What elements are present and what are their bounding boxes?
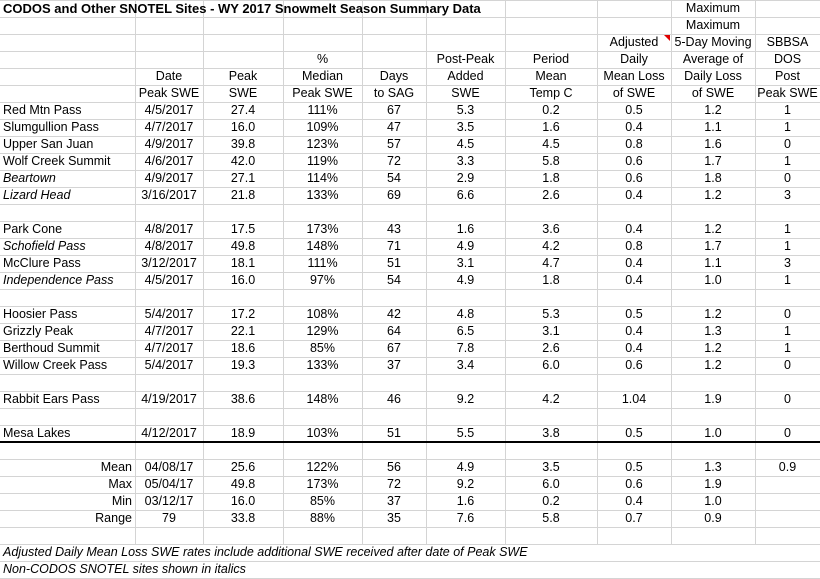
summary-cell[interactable]: 49.8 (230, 477, 256, 491)
data-cell[interactable]: 0.4 (625, 273, 643, 287)
data-cell[interactable]: 6.6 (456, 188, 475, 202)
data-cell[interactable]: 0.4 (625, 324, 643, 338)
data-cell[interactable]: 51 (387, 426, 401, 440)
summary-label[interactable]: Min (111, 494, 132, 508)
data-cell[interactable]: 111% (307, 103, 338, 117)
data-cell[interactable]: 1 (784, 341, 791, 355)
data-cell[interactable]: 47 (387, 120, 401, 134)
data-cell[interactable]: 3/12/2017 (141, 256, 197, 270)
summary-divider (0, 441, 820, 443)
data-cell[interactable]: 4.5 (542, 137, 560, 151)
data-cell[interactable]: 108% (306, 307, 339, 321)
column-header[interactable]: Post (774, 69, 800, 83)
data-cell[interactable]: 27.1 (230, 171, 256, 185)
row-gridline (0, 527, 820, 528)
data-cell[interactable]: 0.6 (625, 358, 643, 372)
data-cell[interactable]: 1.0 (704, 273, 722, 287)
summary-cell[interactable]: 16.0 (230, 494, 256, 508)
summary-label[interactable]: Max (108, 477, 132, 491)
data-cell[interactable]: 4/7/2017 (144, 120, 194, 134)
data-cell[interactable]: 1.2 (704, 307, 722, 321)
data-cell[interactable]: 1.3 (704, 324, 722, 338)
column-header[interactable]: of SWE (612, 86, 656, 100)
data-cell[interactable]: 1.8 (704, 171, 722, 185)
site-name[interactable]: Grizzly Peak (3, 324, 74, 338)
row-gridline (0, 289, 820, 290)
column-header[interactable]: Daily Loss (684, 69, 742, 83)
column-header[interactable]: SBBSA (766, 35, 809, 49)
data-cell[interactable]: 109% (306, 120, 339, 134)
site-name[interactable]: Beartown (3, 171, 56, 185)
data-cell[interactable]: 46 (387, 392, 401, 406)
data-cell[interactable]: 1.6 (456, 222, 475, 236)
data-cell[interactable]: 18.6 (230, 341, 256, 355)
data-cell[interactable]: 85% (309, 341, 336, 355)
data-cell[interactable]: 5.8 (542, 154, 560, 168)
column-header[interactable]: Mean Loss (603, 69, 665, 83)
column-header[interactable]: Maximum (685, 1, 741, 15)
site-name[interactable]: McClure Pass (3, 256, 81, 270)
column-header[interactable]: SWE (228, 86, 258, 100)
data-cell[interactable]: 5.3 (542, 307, 560, 321)
site-name[interactable]: Wolf Creek Summit (3, 154, 111, 168)
site-name[interactable]: Independence Pass (3, 273, 114, 287)
site-name[interactable]: Red Mtn Pass (3, 103, 82, 117)
summary-cell[interactable]: 35 (387, 511, 401, 525)
data-cell[interactable]: 4/9/2017 (144, 171, 194, 185)
data-cell[interactable]: 0.4 (625, 222, 643, 236)
data-cell[interactable]: 2.6 (542, 188, 560, 202)
data-cell[interactable]: 67 (387, 341, 401, 355)
data-cell[interactable]: 1.2 (704, 358, 722, 372)
column-header[interactable]: Days (379, 69, 409, 83)
summary-cell[interactable]: 1.6 (456, 494, 475, 508)
data-cell[interactable]: 22.1 (230, 324, 256, 338)
summary-cell[interactable]: 05/04/17 (144, 477, 194, 491)
data-cell[interactable]: 4.2 (542, 392, 560, 406)
sheet-title[interactable]: CODOS and Other SNOTEL Sites - WY 2017 Snowmelt Season Summary Data (3, 1, 481, 16)
summary-cell[interactable]: 25.6 (230, 460, 256, 474)
summary-cell[interactable]: 4.9 (456, 460, 475, 474)
column-header[interactable]: Date (155, 69, 183, 83)
site-name[interactable]: Hoosier Pass (3, 307, 78, 321)
data-cell[interactable]: 173% (306, 222, 339, 236)
data-cell[interactable]: 4.8 (456, 307, 475, 321)
data-cell[interactable]: 1.6 (704, 137, 722, 151)
data-cell[interactable]: 1 (784, 222, 791, 236)
column-header[interactable]: to SAG (373, 86, 415, 100)
data-cell[interactable]: 1.7 (704, 239, 722, 253)
row-gridline (0, 374, 820, 375)
data-cell[interactable]: 4.7 (542, 256, 560, 270)
data-cell[interactable]: 1.2 (704, 341, 722, 355)
data-cell[interactable]: 111% (307, 256, 338, 270)
summary-cell[interactable]: 7.6 (456, 511, 475, 525)
data-cell[interactable]: 37 (387, 358, 401, 372)
summary-cell[interactable]: 1.9 (704, 477, 722, 491)
footnote[interactable]: Adjusted Daily Mean Loss SWE rates include additional SWE received after date of Peak SWE (3, 545, 528, 559)
summary-cell[interactable]: 173% (306, 477, 339, 491)
data-cell[interactable]: 4/7/2017 (144, 341, 194, 355)
data-cell[interactable]: 0 (784, 358, 791, 372)
comment-indicator-icon[interactable] (664, 35, 670, 41)
data-cell[interactable]: 54 (387, 273, 401, 287)
data-cell[interactable]: 49.8 (230, 239, 256, 253)
data-cell[interactable]: 27.4 (230, 103, 256, 117)
data-cell[interactable]: 3.1 (456, 256, 475, 270)
data-cell[interactable]: 1.04 (621, 392, 647, 406)
data-cell[interactable]: 51 (387, 256, 401, 270)
data-cell[interactable]: 0.4 (625, 120, 643, 134)
data-cell[interactable]: 0.6 (625, 171, 643, 185)
column-header[interactable]: Peak (228, 69, 258, 83)
data-cell[interactable]: 16.0 (230, 273, 256, 287)
data-cell[interactable]: 1 (784, 273, 791, 287)
data-cell[interactable]: 1.0 (704, 426, 722, 440)
data-cell[interactable]: 133% (306, 358, 339, 372)
data-cell[interactable]: 1 (784, 154, 791, 168)
data-cell[interactable]: 119% (306, 154, 339, 168)
data-cell[interactable]: 4/6/2017 (144, 154, 194, 168)
data-cell[interactable]: 16.0 (230, 120, 256, 134)
site-name[interactable]: Park Cone (3, 222, 63, 236)
data-cell[interactable]: 4/5/2017 (144, 103, 194, 117)
data-cell[interactable]: 21.8 (230, 188, 256, 202)
data-cell[interactable]: 148% (306, 239, 339, 253)
data-cell[interactable]: 4.9 (456, 239, 475, 253)
column-header[interactable]: Mean (535, 69, 567, 83)
summary-label[interactable]: Mean (100, 460, 132, 474)
column-header[interactable]: Maximum (685, 18, 741, 32)
data-cell[interactable]: 3 (784, 256, 791, 270)
data-cell[interactable]: 133% (306, 188, 339, 202)
summary-cell[interactable]: 6.0 (542, 477, 560, 491)
column-header[interactable]: Adjusted (609, 35, 659, 49)
column-header[interactable]: of SWE (691, 86, 735, 100)
data-cell[interactable]: 1 (784, 324, 791, 338)
site-name[interactable]: Berthoud Summit (3, 341, 100, 355)
summary-cell[interactable]: 0.2 (542, 494, 560, 508)
data-cell[interactable]: 4/19/2017 (141, 392, 197, 406)
data-cell[interactable]: 123% (306, 137, 339, 151)
column-header[interactable]: Peak SWE (757, 86, 818, 100)
data-cell[interactable]: 3.1 (542, 324, 560, 338)
data-cell[interactable]: 5/4/2017 (144, 358, 194, 372)
data-cell[interactable]: 0.2 (542, 103, 560, 117)
row-gridline (0, 408, 820, 409)
data-cell[interactable]: 3.6 (542, 222, 560, 236)
data-cell[interactable]: 3 (784, 188, 791, 202)
data-cell[interactable]: 97% (309, 273, 336, 287)
data-cell[interactable]: 17.5 (230, 222, 256, 236)
data-cell[interactable]: 1.7 (704, 154, 722, 168)
data-cell[interactable]: 0.4 (625, 256, 643, 270)
data-cell[interactable]: 1.8 (542, 171, 560, 185)
summary-cell[interactable]: 9.2 (456, 477, 475, 491)
data-cell[interactable]: 103% (306, 426, 339, 440)
summary-label[interactable]: Range (95, 511, 132, 525)
data-cell[interactable]: 17.2 (230, 307, 256, 321)
column-header[interactable]: Post-Peak (436, 52, 495, 66)
data-cell[interactable]: 1.2 (704, 103, 722, 117)
data-cell[interactable]: 0.6 (625, 154, 643, 168)
data-cell[interactable]: 72 (387, 154, 401, 168)
data-cell[interactable]: 114% (306, 171, 339, 185)
data-cell[interactable]: 1 (784, 239, 791, 253)
data-cell[interactable]: 4/12/2017 (141, 426, 197, 440)
data-cell[interactable]: 67 (387, 103, 401, 117)
data-cell[interactable]: 4/9/2017 (144, 137, 194, 151)
data-cell[interactable]: 1.6 (542, 120, 560, 134)
data-cell[interactable]: 2.6 (542, 341, 560, 355)
column-header[interactable]: Average of (682, 52, 744, 66)
data-cell[interactable]: 5/4/2017 (144, 307, 194, 321)
data-cell[interactable]: 57 (387, 137, 401, 151)
data-cell[interactable]: 42 (387, 307, 401, 321)
site-name[interactable]: Schofield Pass (3, 239, 86, 253)
data-cell[interactable]: 129% (306, 324, 339, 338)
data-cell[interactable]: 1.9 (704, 392, 722, 406)
site-name[interactable]: Lizard Head (3, 188, 71, 202)
summary-cell[interactable]: 1.0 (704, 494, 722, 508)
summary-cell[interactable]: 0.6 (625, 477, 643, 491)
data-cell[interactable]: 4.5 (456, 137, 475, 151)
data-cell[interactable]: 0.4 (625, 188, 643, 202)
summary-cell[interactable]: 33.8 (230, 511, 256, 525)
row-gridline (0, 204, 820, 205)
summary-cell[interactable]: 03/12/17 (144, 494, 194, 508)
data-cell[interactable]: 69 (387, 188, 401, 202)
data-cell[interactable]: 42.0 (230, 154, 256, 168)
data-cell[interactable]: 1.1 (704, 256, 722, 270)
summary-cell[interactable]: 3.5 (542, 460, 560, 474)
data-cell[interactable]: 0.4 (625, 341, 643, 355)
data-cell[interactable]: 1 (784, 120, 791, 134)
data-cell[interactable]: 0.8 (625, 239, 643, 253)
data-cell[interactable]: 3.4 (456, 358, 475, 372)
data-cell[interactable]: 4.9 (456, 273, 475, 287)
data-cell[interactable]: 4.2 (542, 239, 560, 253)
data-cell[interactable]: 18.1 (230, 256, 256, 270)
data-cell[interactable]: 19.3 (230, 358, 256, 372)
data-cell[interactable]: 18.9 (230, 426, 256, 440)
column-header[interactable]: Period (532, 52, 570, 66)
data-cell[interactable]: 4/8/2017 (144, 239, 194, 253)
data-cell[interactable]: 1.1 (704, 120, 722, 134)
data-cell[interactable]: 5.5 (456, 426, 475, 440)
site-name[interactable]: Willow Creek Pass (3, 358, 108, 372)
column-header[interactable]: Added (447, 69, 484, 83)
data-cell[interactable]: 6.5 (456, 324, 475, 338)
column-header[interactable]: DOS (773, 52, 802, 66)
column-header[interactable]: Temp C (529, 86, 573, 100)
site-name[interactable]: Rabbit Ears Pass (3, 392, 100, 406)
site-name[interactable]: Mesa Lakes (3, 426, 71, 440)
data-cell[interactable]: 9.2 (456, 392, 475, 406)
data-cell[interactable]: 3.3 (456, 154, 475, 168)
summary-cell[interactable]: 0.4 (625, 494, 643, 508)
column-header[interactable]: % (316, 52, 329, 66)
data-cell[interactable]: 0.5 (625, 103, 643, 117)
data-cell[interactable]: 3.5 (456, 120, 475, 134)
site-name[interactable]: Upper San Juan (3, 137, 94, 151)
data-cell[interactable]: 43 (387, 222, 401, 236)
data-cell[interactable]: 1.2 (704, 222, 722, 236)
column-header[interactable]: Peak SWE (292, 86, 353, 100)
data-cell[interactable]: 148% (306, 392, 339, 406)
data-cell[interactable]: 7.8 (456, 341, 475, 355)
data-cell[interactable]: 0.5 (625, 307, 643, 321)
data-cell[interactable]: 0 (784, 307, 791, 321)
data-cell[interactable]: 3.8 (542, 426, 560, 440)
data-cell[interactable]: 4/7/2017 (144, 324, 194, 338)
data-cell[interactable]: 38.6 (230, 392, 256, 406)
summary-cell[interactable]: 1.3 (704, 460, 722, 474)
data-cell[interactable]: 0.8 (625, 137, 643, 151)
data-cell[interactable]: 0.5 (625, 426, 643, 440)
summary-cell[interactable]: 88% (309, 511, 336, 525)
data-cell[interactable]: 4/8/2017 (144, 222, 194, 236)
data-cell[interactable]: 5.3 (456, 103, 475, 117)
data-cell[interactable]: 0 (784, 137, 791, 151)
summary-cell[interactable]: 5.8 (542, 511, 560, 525)
summary-cell[interactable]: 56 (387, 460, 401, 474)
data-cell[interactable]: 1.2 (704, 188, 722, 202)
data-cell[interactable]: 1.8 (542, 273, 560, 287)
footnote[interactable]: Non-CODOS SNOTEL sites shown in italics (3, 562, 246, 576)
data-cell[interactable]: 6.0 (542, 358, 560, 372)
summary-cell[interactable]: 0.5 (625, 460, 643, 474)
column-header[interactable]: SWE (451, 86, 480, 100)
data-cell[interactable]: 0 (784, 171, 791, 185)
column-header[interactable]: Peak SWE (138, 86, 200, 100)
data-cell[interactable]: 1 (784, 103, 791, 117)
data-cell[interactable]: 3/16/2017 (141, 188, 197, 202)
data-cell[interactable]: 39.8 (230, 137, 256, 151)
summary-cell[interactable]: 0.9 (704, 511, 722, 525)
data-cell[interactable]: 54 (387, 171, 401, 185)
data-cell[interactable]: 64 (387, 324, 401, 338)
summary-cell[interactable]: 85% (309, 494, 336, 508)
summary-cell[interactable]: 72 (387, 477, 401, 491)
summary-cell[interactable]: 37 (387, 494, 401, 508)
data-cell[interactable]: 0 (784, 426, 791, 440)
data-cell[interactable]: 71 (387, 239, 401, 253)
summary-cell[interactable]: 122% (306, 460, 339, 474)
summary-cell[interactable]: 0.9 (778, 460, 797, 474)
summary-cell[interactable]: 04/08/17 (144, 460, 194, 474)
column-header[interactable]: 5-Day Moving (674, 35, 752, 49)
column-header[interactable]: Median (302, 69, 343, 83)
site-name[interactable]: Slumgullion Pass (3, 120, 99, 134)
summary-cell[interactable]: 0.7 (625, 511, 643, 525)
summary-cell[interactable]: 79 (162, 511, 176, 525)
data-cell[interactable]: 4/5/2017 (144, 273, 194, 287)
data-cell[interactable]: 0 (784, 392, 791, 406)
column-header[interactable]: Daily (620, 52, 648, 66)
data-cell[interactable]: 2.9 (456, 171, 475, 185)
